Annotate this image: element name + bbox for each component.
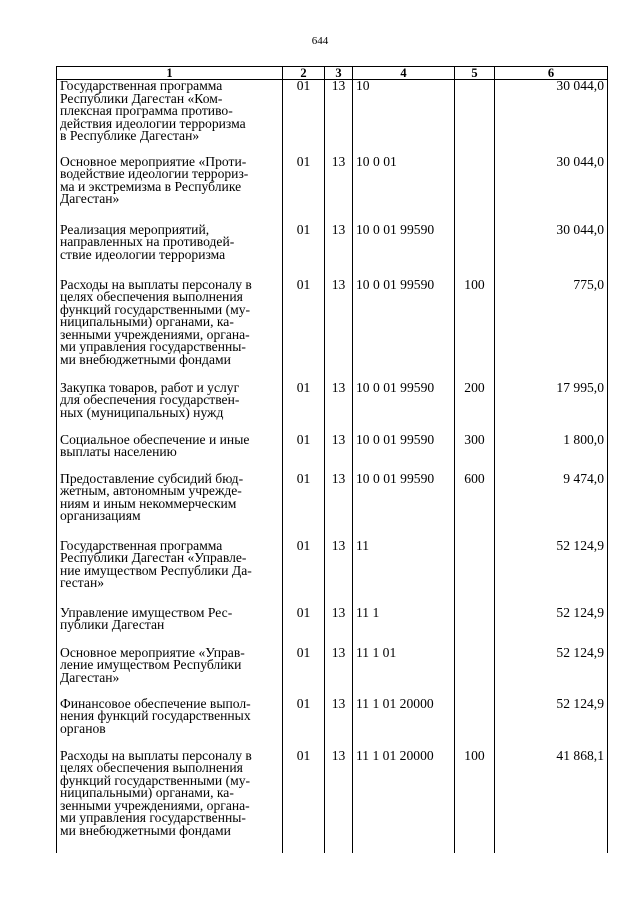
- page-number: 644: [311, 35, 329, 47]
- row-name: Расходы на выплаты персоналу в целях обеспечения выполнения функций государственными (му- ниципальными) органами, ка- зенными учреждениями, органа- ми управления государственны- ми внебюджетными фондами: [60, 747, 252, 839]
- table-row: [57, 80, 608, 156]
- expense-type-cell: 100: [455, 279, 495, 382]
- column-header-2: 2: [283, 67, 325, 80]
- column-header-3: 3: [325, 67, 353, 80]
- subsection-cell: 13: [325, 750, 353, 853]
- expense-type-cell: [455, 80, 495, 156]
- section-cell: 01: [283, 607, 325, 647]
- section-cell: 01: [283, 156, 325, 224]
- amount-cell: 52 124,9: [495, 607, 608, 647]
- column-header-1: 1: [57, 67, 283, 80]
- row-name-cell: [57, 431, 283, 473]
- table-row: [57, 279, 608, 382]
- table-row: [57, 540, 608, 607]
- section-cell: 01: [283, 80, 325, 156]
- expense-type-cell: 200: [455, 382, 495, 434]
- amount-cell: 17 995,0: [495, 382, 608, 434]
- amount-cell: 1 800,0: [495, 434, 608, 473]
- row-name: Управление имуществом Рес- публики Дагестан: [60, 604, 233, 633]
- section-cell: 01: [283, 382, 325, 434]
- table-row: [57, 750, 608, 853]
- amount-cell: 9 474,0: [495, 473, 608, 540]
- amount-cell: 52 124,9: [495, 540, 608, 607]
- subsection-cell: 13: [325, 156, 353, 224]
- row-name-cell: [57, 537, 283, 607]
- section-cell: 01: [283, 279, 325, 382]
- row-name: Социальное обеспечение и иные выплаты населению: [60, 431, 250, 460]
- expense-type-cell: 100: [455, 750, 495, 853]
- row-name: Государственная программа Республики Дагестан «Ком- плексная программа противо- действия идеологии терроризма в Республике Дагестан»: [60, 78, 246, 144]
- row-name-cell: [57, 644, 283, 698]
- section-cell: 01: [283, 750, 325, 853]
- expense-type-cell: 300: [455, 434, 495, 473]
- target-article-cell: 10 0 01: [353, 156, 455, 224]
- amount-cell: 30 044,0: [495, 224, 608, 279]
- target-article-cell: 10: [353, 80, 455, 156]
- subsection-cell: 13: [325, 224, 353, 279]
- section-cell: 01: [283, 647, 325, 698]
- target-article-cell: 11 1 01 20000: [353, 698, 455, 750]
- row-name-cell: [57, 221, 283, 279]
- row-name: Закупка товаров, работ и услуг для обеспечения государствен- ных (муниципальных) нужд: [60, 379, 240, 420]
- subsection-cell: 13: [325, 382, 353, 434]
- target-article-cell: 10 0 01 99590: [353, 279, 455, 382]
- target-article-cell: 11 1 01: [353, 647, 455, 698]
- budget-table: [56, 66, 608, 853]
- subsection-cell: 13: [325, 434, 353, 473]
- section-cell: 01: [283, 434, 325, 473]
- target-article-cell: 11: [353, 540, 455, 607]
- amount-cell: 30 044,0: [495, 156, 608, 224]
- target-article-cell: 10 0 01 99590: [353, 382, 455, 434]
- table-row: [57, 607, 608, 647]
- subsection-cell: 13: [325, 473, 353, 540]
- expense-type-cell: 600: [455, 473, 495, 540]
- subsection-cell: 13: [325, 647, 353, 698]
- column-header-4: 4: [353, 67, 455, 80]
- row-name: Финансовое обеспечение выпол- нения функций государственных органов: [60, 695, 251, 736]
- row-name: Государственная программа Республики Дагестан «Управле- ние имуществом Республики Да- гестан»: [60, 537, 252, 591]
- amount-cell: 52 124,9: [495, 647, 608, 698]
- column-header-6: 6: [495, 67, 608, 80]
- expense-type-cell: [455, 607, 495, 647]
- table-row: [57, 224, 608, 279]
- row-name-cell: [57, 80, 283, 156]
- expense-type-cell: [455, 647, 495, 698]
- row-name-cell: [57, 695, 283, 750]
- amount-cell: 30 044,0: [495, 80, 608, 156]
- amount-cell: 775,0: [495, 279, 608, 382]
- amount-cell: 41 868,1: [495, 750, 608, 853]
- subsection-cell: 13: [325, 279, 353, 382]
- table-row: [57, 434, 608, 473]
- row-name-cell: [57, 747, 283, 853]
- subsection-cell: 13: [325, 540, 353, 607]
- amount-cell: 52 124,9: [495, 698, 608, 750]
- target-article-cell: 10 0 01 99590: [353, 224, 455, 279]
- expense-type-cell: [455, 156, 495, 224]
- target-article-cell: 11 1 01 20000: [353, 750, 455, 853]
- row-name: Основное мероприятие «Проти- водействие идеологии террориз- ма и экстремизма в Республике Дагестан»: [60, 153, 249, 207]
- section-cell: 01: [283, 540, 325, 607]
- target-article-cell: 10 0 01 99590: [353, 434, 455, 473]
- column-header-5: 5: [455, 67, 495, 80]
- target-article-cell: 11 1: [353, 607, 455, 647]
- row-name-cell: [57, 276, 283, 382]
- table-row: [57, 473, 608, 540]
- row-name-cell: [57, 153, 283, 224]
- expense-type-cell: [455, 698, 495, 750]
- row-name-cell: [57, 379, 283, 434]
- table-row: [57, 698, 608, 750]
- section-cell: 01: [283, 473, 325, 540]
- row-name-cell: [57, 470, 283, 540]
- row-name: Расходы на выплаты персоналу в целях обеспечения выполнения функций государственными (му- ниципальными) органами, ка- зенными учреждениями, органа- ми управления государственны- ми внебюджетными фондами: [60, 276, 252, 368]
- row-name: Реализация мероприятий, направленных на противодей- ствие идеологии терроризма: [60, 221, 235, 262]
- table-row: [57, 382, 608, 434]
- row-name-cell: [57, 604, 283, 647]
- row-name: Основное мероприятие «Управ- ление имуществом Республики Дагестан»: [60, 644, 245, 685]
- section-cell: 01: [283, 224, 325, 279]
- table-row: [57, 156, 608, 224]
- subsection-cell: 13: [325, 80, 353, 156]
- expense-type-cell: [455, 540, 495, 607]
- row-name: Предоставление субсидий бюд- жетным, автономным учрежде- ниям и иным некоммерческим организациям: [60, 470, 244, 524]
- table-row: [57, 647, 608, 698]
- expense-type-cell: [455, 224, 495, 279]
- subsection-cell: 13: [325, 698, 353, 750]
- target-article-cell: 10 0 01 99590: [353, 473, 455, 540]
- section-cell: 01: [283, 698, 325, 750]
- subsection-cell: 13: [325, 607, 353, 647]
